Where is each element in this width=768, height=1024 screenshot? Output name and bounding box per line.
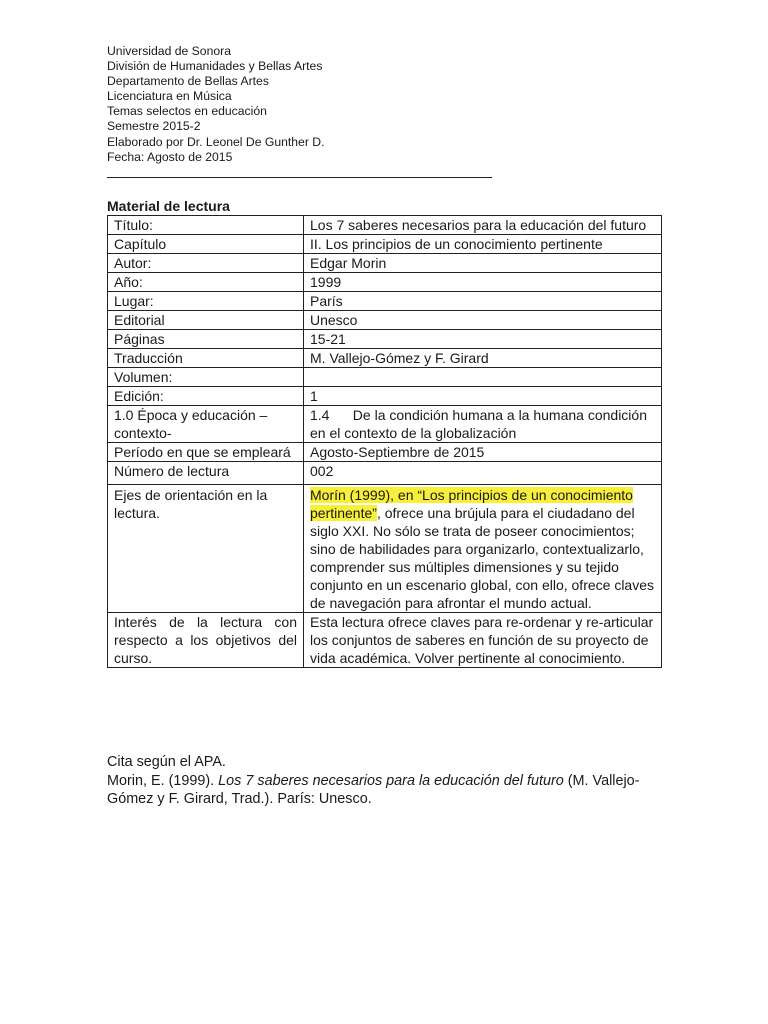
header-line-program: Licenciatura en Música xyxy=(107,89,232,104)
table-row-capitulo xyxy=(108,235,662,254)
header-divider xyxy=(107,177,492,178)
table-row-edicion xyxy=(108,387,662,406)
citation-heading: Cita según el APA. xyxy=(107,754,226,770)
row-label: 1.0 Época y educación – contexto- xyxy=(108,406,304,443)
apa-citation xyxy=(107,753,667,809)
row-value: 1 xyxy=(304,387,662,406)
row-value: Esta lectura ofrece claves para re-ordenar y re-articular los conjuntos de saberes en función de su proyecto de vida académica. Volver pertinente al conocimiento. xyxy=(304,613,662,668)
section-title: Material de lectura xyxy=(107,198,230,214)
table-row-ejes xyxy=(108,485,662,613)
header-line-division: División de Humanidades y Bellas Artes xyxy=(107,59,323,74)
row-value: 15-21 xyxy=(304,330,662,349)
row-label: Título: xyxy=(108,216,304,235)
row-label: Número de lectura xyxy=(108,462,304,485)
row-value: Edgar Morin xyxy=(304,254,662,273)
citation-prefix: Morin, E. (1999). xyxy=(107,772,219,789)
row-label: Lugar: xyxy=(108,292,304,311)
row-value xyxy=(304,368,662,387)
citation-book-title: Los 7 saberes necesarios para la educación del futuro xyxy=(218,772,564,789)
row-label: Edición: xyxy=(108,387,304,406)
header-line-author: Elaborado por Dr. Leonel De Gunther D. xyxy=(107,134,325,149)
row-label: Ejes de orientación en la lectura. xyxy=(108,485,304,613)
reading-metadata-table xyxy=(107,215,662,668)
citation-reference xyxy=(107,772,667,809)
row-value: 002 xyxy=(304,462,662,485)
table-row-anio xyxy=(108,273,662,292)
citation-suffix: (M. Vallejo-Gómez y F. Girard, Trad.). París: Unesco. xyxy=(107,772,640,807)
row-value: 1.4 De la condición humana a la humana condición en el contexto de la globalización xyxy=(304,406,662,443)
row-label: Volumen: xyxy=(108,368,304,387)
highlighted-citation: Morín (1999), en “Los principios de un conocimiento pertinente” xyxy=(310,487,633,521)
header-line-university: Universidad de Sonora xyxy=(107,44,231,58)
row-value: París xyxy=(304,292,662,311)
table-row-autor xyxy=(108,254,662,273)
row-label: Período en que se empleará xyxy=(108,443,304,462)
row-label: Editorial xyxy=(108,311,304,330)
row-label: Páginas xyxy=(108,330,304,349)
table-row-epoca xyxy=(108,406,662,443)
table-row-titulo xyxy=(108,216,662,235)
row-value: M. Vallejo-Gómez y F. Girard xyxy=(304,349,662,368)
table-row-numero xyxy=(108,462,662,485)
row-label: Traducción xyxy=(108,349,304,368)
row-value: Los 7 saberes necesarios para la educación del futuro xyxy=(304,216,662,235)
header-line-course: Temas selectos en educación xyxy=(107,104,267,119)
row-value: II. Los principios de un conocimiento pertinente xyxy=(304,235,662,254)
row-value: 1999 xyxy=(304,273,662,292)
row-value-ejes xyxy=(304,485,662,613)
table-row-editorial xyxy=(108,311,662,330)
row-value: Unesco xyxy=(304,311,662,330)
row-label: Autor: xyxy=(108,254,304,273)
ejes-text: , ofrece una brújula para el ciudadano del siglo XXI. No sólo se trata de poseer conocimientos; sino de habilidades para organizarlo, contextualizarlo, comprender sus múltiples dimensiones y su tejido conjunto en un escenario global, con ello, ofrece claves de navegación para afrontar el mundo actual. xyxy=(310,505,654,611)
header-line-department: Departamento de Bellas Artes xyxy=(107,74,269,89)
table-row-periodo xyxy=(108,443,662,462)
document-header xyxy=(107,44,324,165)
table-row-paginas xyxy=(108,330,662,349)
header-line-date: Fecha: Agosto de 2015 xyxy=(107,149,233,164)
row-label: Capítulo xyxy=(108,235,304,254)
table-row-lugar xyxy=(108,292,662,311)
row-value: Agosto-Septiembre de 2015 xyxy=(304,443,662,462)
row-label: Año: xyxy=(108,273,304,292)
table-row-interes xyxy=(108,613,662,668)
table-row-traduccion xyxy=(108,349,662,368)
header-line-semester: Semestre 2015-2 xyxy=(107,119,201,134)
row-label: Interés de la lectura con respecto a los objetivos del curso. xyxy=(108,613,304,668)
table-row-volumen xyxy=(108,368,662,387)
